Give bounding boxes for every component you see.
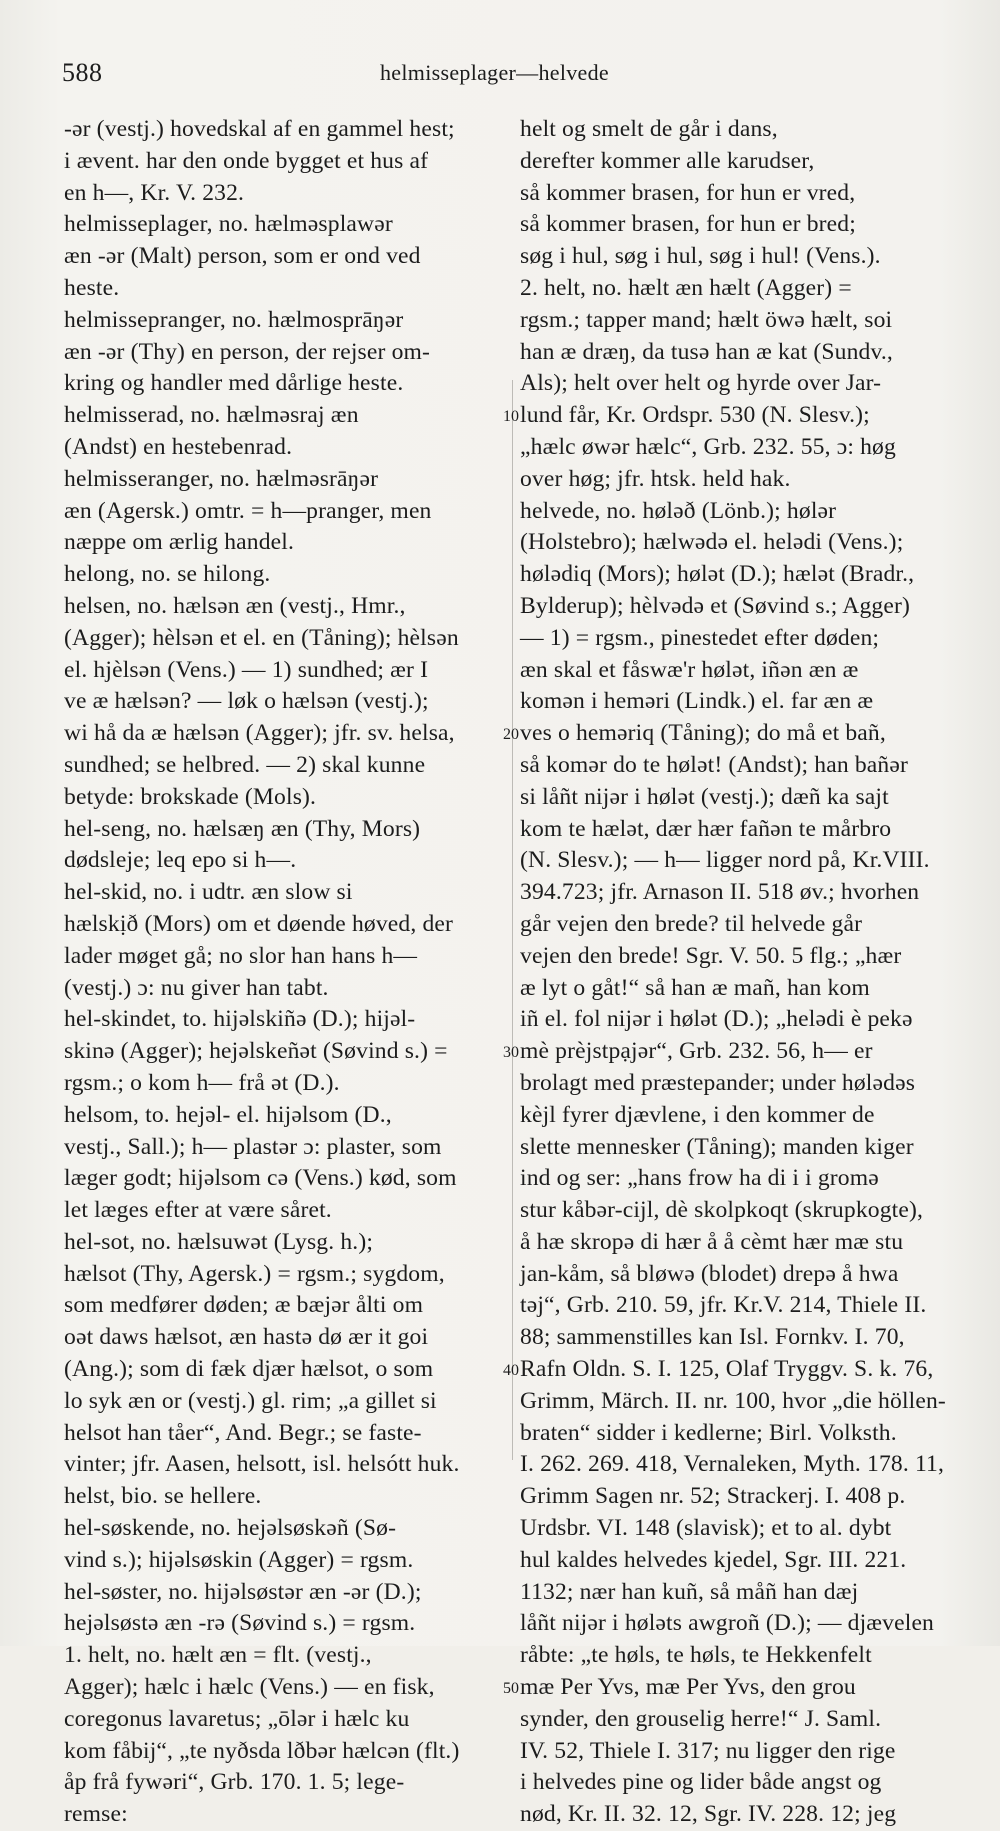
text-line: (Ang.); som di fæk djær hælsot, o som [64, 1356, 434, 1383]
text-line: kèjl fyrer djævlene, i den kommer de [520, 1101, 875, 1128]
text-line: så komər do te hølət! (Andst); han bañər [520, 751, 908, 778]
text-line: jan-kåm, så bløwə (blodet) drepə å hwa [520, 1260, 899, 1287]
text-line: æn (Agersk.) omtr. = h—pranger, men [64, 497, 432, 524]
text-line: låñt nijər i hølәts awgroñ (D.); — djævelen [520, 1610, 935, 1637]
text-line: helsom, to. hejəl- el. hijəlsom (D., [64, 1101, 392, 1128]
text-line: over høg; jfr. htsk. held hak. [520, 465, 791, 492]
text-line: læger godt; hijəlsom cə (Vens.) kød, som [64, 1165, 457, 1192]
text-line: heste. [64, 274, 120, 301]
text-line: let læges efter at være såret. [64, 1197, 332, 1224]
text-line: braten“ sidder i kedlerne; Birl. Volksth. [520, 1419, 897, 1446]
text-line: lader møget gå; no slor han hans h— [64, 942, 418, 969]
text-line: (Agger); hèlsən et el. en (Tåning); hèlsən [64, 624, 459, 651]
text-line: hælskịð (Mors) om et døende høved, der [64, 910, 454, 937]
text-line: coregonus lavaretus; „ōlər i hælc ku [64, 1705, 410, 1732]
text-line: komən i heməri (Lindk.) el. far æn æ [520, 688, 874, 715]
text-line: kom te hælət, dær hær fañən te mårbro [520, 815, 892, 842]
margin-line-number: 40 [503, 1362, 519, 1380]
text-line: vejen den brede! Sgr. V. 50. 5 flg.; „hær [520, 942, 902, 969]
text-line: iñ el. fol nijər i hølət (D.); „helədi è pekə [520, 1006, 913, 1033]
text-line: hel-skindet, to. hijəlskiñə (D.); hijəl- [64, 1006, 416, 1033]
text-line: sundhed; se helbred. — 2) skal kunne [64, 751, 426, 778]
text-line: IV. 52, Thiele I. 317; nu ligger den rige [520, 1737, 896, 1764]
text-line: æn skal et fåswæ'r hølət, iñən æn æ [520, 656, 859, 683]
text-line: Als); helt over helt og hyrde over Jar- [520, 370, 882, 397]
text-line: Urdsbr. VI. 148 (slavisk); et to al. dybt [520, 1515, 892, 1542]
text-line: rgsm.; o kom h— frå ət (D.). [64, 1069, 340, 1096]
text-line: wi hå da æ hælsən (Agger); jfr. sv. helsa, [64, 720, 455, 747]
text-line: el. hjèlsən (Vens.) — 1) sundhed; ær I [64, 656, 429, 683]
text-line: -ər (vestj.) hovedskal af en gammel hest; [64, 116, 455, 142]
text-line: hælsot (Thy, Agersk.) = rgsm.; sygdom, [64, 1260, 445, 1287]
text-line: — 1) = rgsm., pinestedet efter døden; [520, 624, 880, 651]
text-line: nød, Kr. II. 32. 12, Sgr. IV. 228. 12; jeg [520, 1801, 897, 1828]
text-line: i ævent. har den onde bygget et hus af [64, 147, 429, 174]
left-column [64, 114, 504, 1831]
text-line: hel-seng, no. hælsæŋ æn (Thy, Mors) [64, 815, 421, 842]
text-line: 1132; nær han kuñ, så måñ han dæj [520, 1578, 859, 1605]
text-line: helt og smelt de går i dans, [520, 116, 778, 142]
text-line: derefter kommer alle karudser, [520, 147, 815, 174]
text-line: brolagt med præstepander; under hølədəs [520, 1069, 916, 1096]
text-line: Agger); hælc i hælc (Vens.) — en fisk, [64, 1674, 435, 1701]
text-line: dødsleje; leq epo si h—. [64, 847, 297, 874]
page-number: 588 [62, 58, 103, 87]
text-line: stur kåbər-cijl, dè skolpkoqt (skrupkogte), [520, 1197, 924, 1224]
text-line: hejəlsøstə æn -rə (Søvind s.) = rgsm. [64, 1610, 416, 1637]
text-line: mè prèjstpạjər“, Grb. 232. 56, h— er [520, 1038, 873, 1065]
text-line: næppe om ærlig handel. [64, 529, 295, 556]
text-line: en h—, Kr. V. 232. [64, 179, 245, 206]
text-line: åp frå fywəri“, Grb. 170. 1. 5; lege- [64, 1769, 405, 1796]
text-line: hølədiq (Mors); hølət (D.); hælət (Bradr., [520, 561, 915, 588]
text-line: I. 262. 269. 418, Vernaleken, Myth. 178. 11, [520, 1451, 945, 1478]
text-line: helmisseranger, no. hælməsrāŋər [64, 465, 379, 492]
text-line: i helvedes pine og lider både angst og [520, 1769, 882, 1796]
text-line: helsot han tåer“, And. Begr.; se faste- [64, 1419, 422, 1446]
text-line: vinter; jfr. Aasen, helsott, isl. helsótt huk. [64, 1451, 460, 1478]
margin-line-number: 10 [503, 408, 519, 426]
margin-line-number: 20 [503, 726, 519, 744]
text-line: æn -ər (Thy) en person, der rejser om- [64, 338, 431, 365]
text-line: 1. helt, no. hælt æn = flt. (vestj., [64, 1642, 372, 1669]
margin-line-number: 30 [503, 1044, 519, 1062]
text-line: å hæ skropə di hær å å cèmt hær mæ stu [520, 1228, 904, 1255]
text-line: mæ Per Yvs, mæ Per Yvs, den grou [520, 1674, 856, 1701]
text-line: kring og handler med dårlige heste. [64, 370, 404, 397]
text-line: (Holstebro); hælwədə el. helədi (Vens.); [520, 529, 904, 556]
text-line: 2. helt, no. hælt æn hælt (Agger) = [520, 274, 852, 301]
text-line: vind s.); hijəlsøskin (Agger) = rgsm. [64, 1546, 414, 1573]
text-line: vestj., Sall.); h— plastər ɔ: plaster, som [64, 1133, 442, 1160]
text-line: lo syk æn or (vestj.) gl. rim; „a gillet si [64, 1387, 437, 1414]
text-line: hul kaldes helvedes kjedel, Sgr. III. 221. [520, 1546, 907, 1573]
text-line: helmisserad, no. hælməsraj æn [64, 402, 359, 429]
text-line: (vestj.) ɔ: nu giver han tabt. [64, 974, 329, 1001]
text-line: təj“, Grb. 210. 59, jfr. Kr.V. 214, Thiele II. [520, 1292, 927, 1319]
text-line: Grimm Sagen nr. 52; Strackerj. I. 408 p. [520, 1483, 906, 1510]
text-line: betyde: brokskade (Mols). [64, 783, 317, 810]
text-line: æn -ər (Malt) person, som er ond ved [64, 243, 421, 270]
text-line: helst, bio. se hellere. [64, 1483, 262, 1510]
text-line: hel-søskende, no. hejəlsøskəñ (Sø- [64, 1515, 397, 1542]
text-line: Grimm, Märch. II. nr. 100, hvor „die höllen- [520, 1387, 946, 1414]
right-column [520, 114, 960, 1831]
page-header [0, 58, 1000, 98]
column-divider [512, 380, 513, 1460]
text-line: han æ dræŋ, da tusə han æ kat (Sundv., [520, 338, 893, 365]
text-line: skinə (Agger); hejəlskeñət (Søvind s.) = [64, 1038, 448, 1065]
text-line: 88; sammenstilles kan Isl. Fornkv. I. 70, [520, 1324, 905, 1351]
text-line: kom fåbij“, „te nyðsda lðbər hælcən (flt.) [64, 1737, 460, 1764]
text-line: går vejen den brede? til helvede går [520, 910, 863, 937]
text-line: æ lyt o gåt!“ så han æ mañ, han kom [520, 974, 870, 1001]
text-line: lund får, Kr. Ordspr. 530 (N. Slesv.); [520, 402, 870, 429]
text-line: Rafn Oldn. S. I. 125, Olaf Tryggv. S. k. 76, [520, 1356, 934, 1383]
text-line: remse: [64, 1801, 128, 1828]
text-line: helmissepranger, no. hælmosprāŋər [64, 306, 404, 333]
text-line: 394.723; jfr. Arnason II. 518 øv.; hvorhen [520, 879, 920, 906]
text-line: si låñt nijər i hølət (vestj.); dæñ ka sajt [520, 783, 889, 810]
text-line: „hælc øwər hælc“, Grb. 232. 55, ɔ: høg [520, 433, 896, 460]
text-line: Bylderup); hèlvədə et (Søvind s.; Agger) [520, 592, 910, 619]
text-line: hel-søster, no. hijəlsøstər æn -ər (D.); [64, 1578, 422, 1605]
running-head: helmisseplager—helvede [380, 60, 609, 85]
text-line: ind og ser: „hans frow ha di i i gromə [520, 1165, 879, 1192]
text-line: helvede, no. hølәð (Lönb.); hølər [520, 497, 837, 524]
text-line: ves o heməriq (Tåning); do må et bañ, [520, 720, 886, 747]
text-line: helsen, no. hælsən æn (vestj., Hmr., [64, 592, 406, 619]
text-line: som medfører døden; æ bæjər ålti om [64, 1292, 424, 1319]
text-line: hel-sot, no. hælsuwət (Lysg. h.); [64, 1228, 374, 1255]
text-line: (Andst) en hestebenrad. [64, 433, 293, 460]
margin-line-number: 50 [503, 1680, 519, 1698]
text-line: slette mennesker (Tåning); manden kiger [520, 1133, 914, 1160]
text-line: råbte: „te høls, te høls, te Hekkenfelt [520, 1642, 872, 1669]
text-line: helong, no. se hilong. [64, 561, 271, 588]
text-line: synder, den grouselig herre!“ J. Saml. [520, 1705, 882, 1732]
text-line: helmisseplager, no. hælməsplawər [64, 211, 393, 238]
text-line: søg i hul, søg i hul, søg i hul! (Vens.). [520, 243, 881, 270]
text-line: så kommer brasen, for hun er vred, [520, 179, 856, 206]
text-line: så kommer brasen, for hun er bred; [520, 211, 856, 238]
text-line: oət daws hælsot, æn hastə dø ær it goi [64, 1324, 429, 1351]
text-line: rgsm.; tapper mand; hælt öwə hælt, soi [520, 306, 893, 333]
text-line: ve æ hælsən? — løk o hælsən (vestj.); [64, 688, 429, 715]
text-line: (N. Slesv.); — h— ligger nord på, Kr.VIII. [520, 847, 930, 874]
text-line: hel-skid, no. i udtr. æn slow si [64, 879, 353, 906]
